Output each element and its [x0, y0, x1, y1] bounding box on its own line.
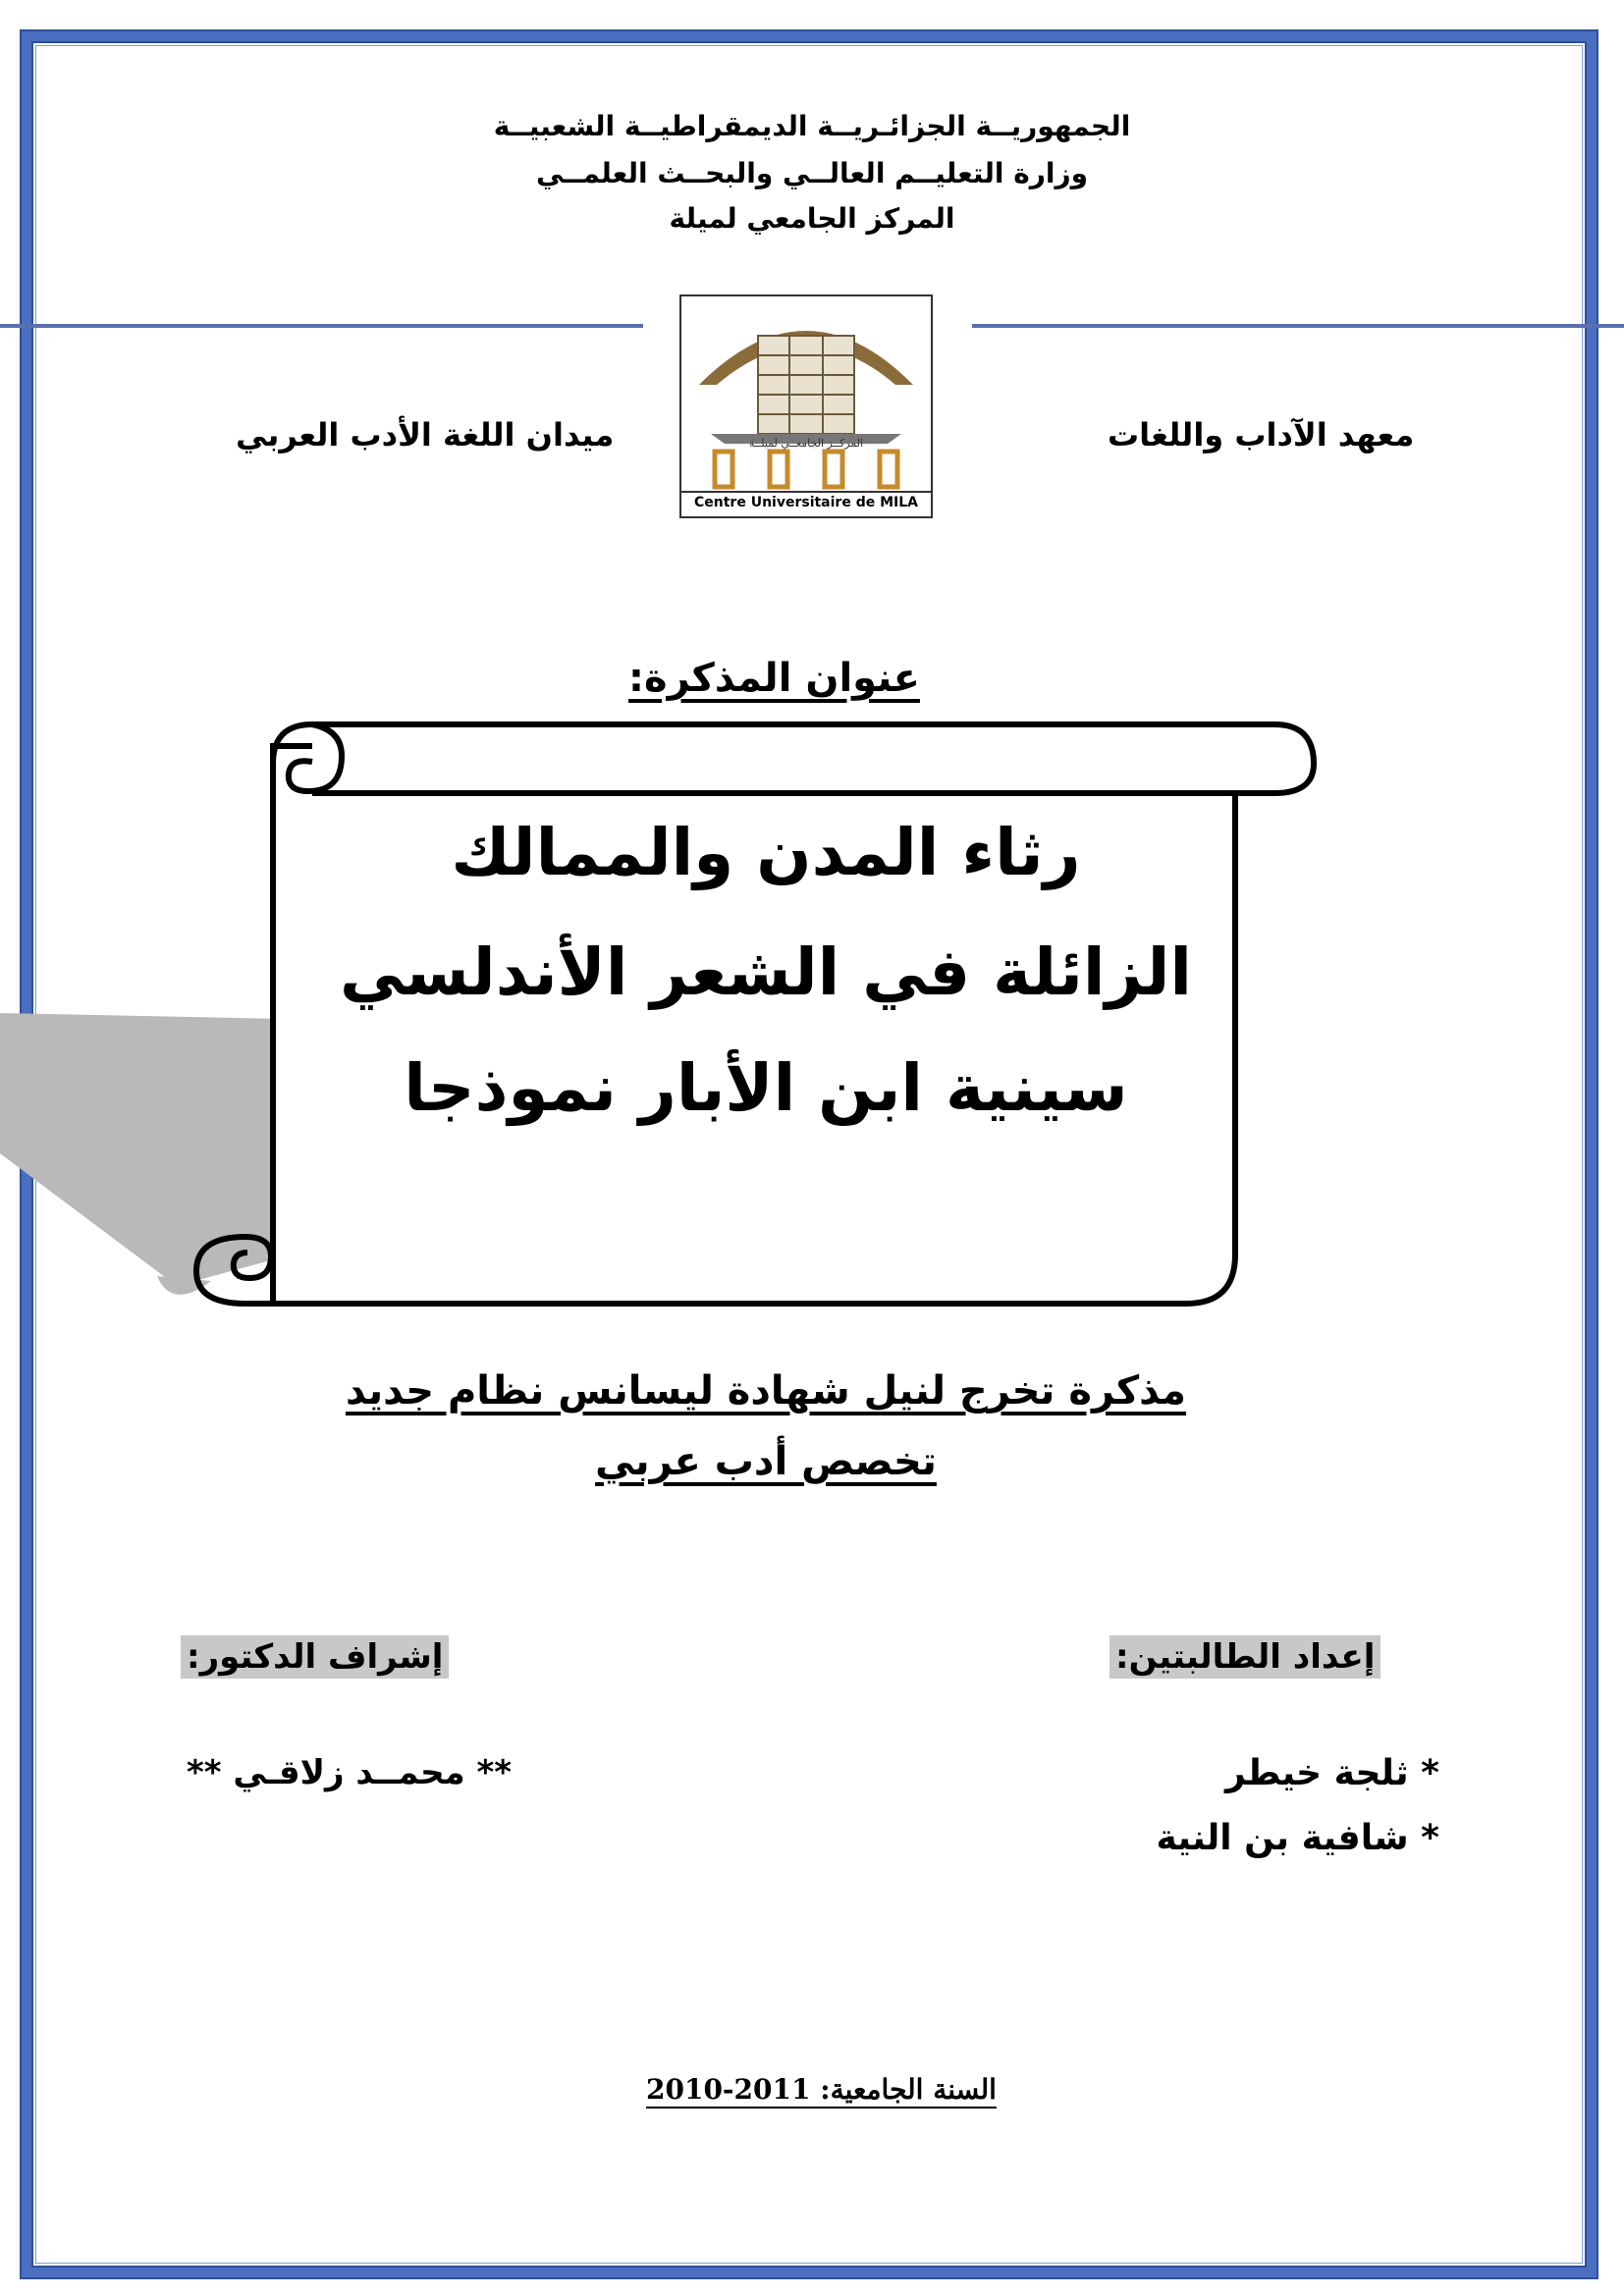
university-logo	[679, 294, 933, 518]
supervisor-name: ** محمــد زلاقـي **	[187, 1753, 513, 1792]
scroll-shadow	[0, 1013, 285, 1286]
rule-right	[972, 324, 1624, 328]
memo-title-label: عنوان المذكرة:	[628, 656, 920, 701]
degree-line-1: مذكرة تخرج لنيل شهادة ليسانس نظام جديد	[345, 1368, 1187, 1414]
field-label: ميدان اللغة الأدب العربي	[236, 416, 615, 454]
academic-year-label: السنة الجامعية:	[810, 2073, 997, 2106]
degree-line-2: تخصص أدب عربي	[595, 1439, 937, 1484]
header-line-center: المركز الجامعي لميلة	[669, 202, 955, 235]
academic-year	[646, 2073, 997, 2106]
title-line-1: رثاء المدن والممالك	[451, 815, 1081, 890]
title-line-2: الزائلة في الشعر الأندلسي	[339, 934, 1193, 1010]
logo-emblem	[681, 296, 931, 493]
student-name-2: * شافية بن النية	[1156, 1818, 1439, 1858]
title-line-3: سينية ابن الأبار نموذجا	[404, 1050, 1128, 1126]
logo-caption: Centre Universitaire de MILA	[681, 491, 931, 512]
supervisor-label: إشراف الدكتور:	[181, 1635, 449, 1679]
rule-left	[0, 324, 643, 328]
header-line-republic: الجمهوريــة الجزائـريــة الديمقراطيــة الشعبيــة	[493, 110, 1131, 142]
student-name-1: * ثلجة خيطر	[1225, 1753, 1439, 1793]
academic-year-value: 2010-2011	[646, 2073, 811, 2106]
title-scroll	[0, 707, 1375, 1315]
header-line-ministry: وزارة التعليــم العالــي والبحــث العلمــي	[536, 157, 1088, 189]
students-label: إعداد الطالبتين:	[1110, 1635, 1380, 1679]
institute-label: معهد الآداب واللغات	[1108, 416, 1415, 454]
logo-inner-text: المركــز الجامعــي لميلــة	[748, 437, 864, 450]
